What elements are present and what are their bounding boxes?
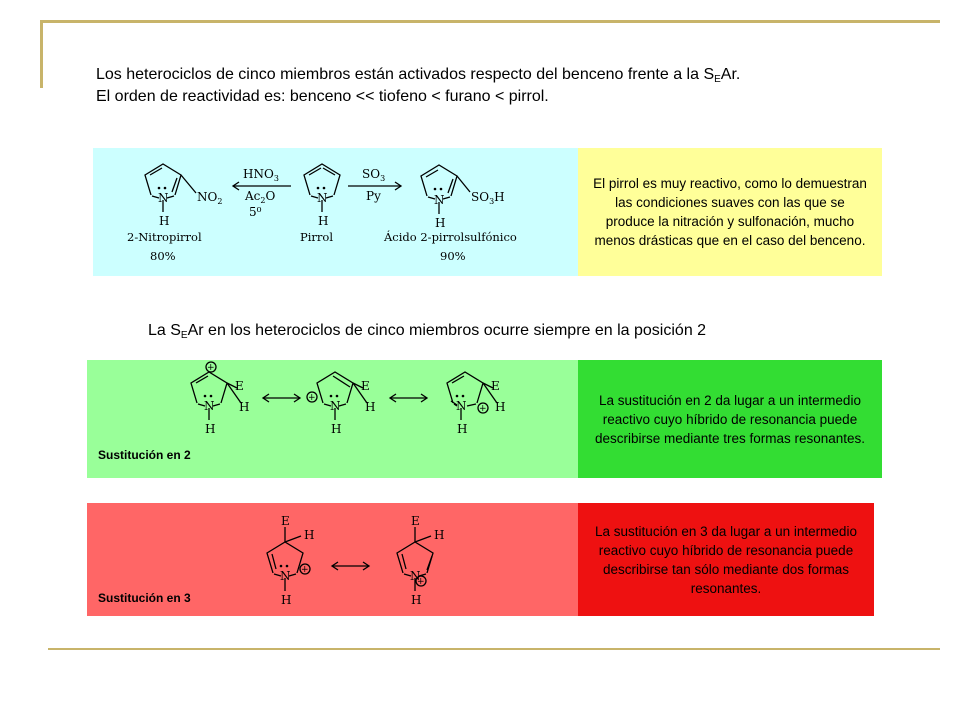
- formB-nh: H: [411, 593, 422, 607]
- nitro-text: NO: [197, 190, 218, 204]
- hno3-sub: 3: [273, 174, 279, 183]
- form3-e: E: [491, 379, 500, 393]
- so3h-sub: 3: [489, 197, 495, 206]
- form2-h: H: [365, 400, 376, 414]
- form3-h: H: [495, 400, 506, 414]
- formB-n: N: [410, 569, 421, 583]
- form3-n: N: [456, 399, 467, 413]
- form2-e: E: [361, 379, 370, 393]
- heading-sub: E: [180, 330, 188, 341]
- form3-nh: H: [457, 422, 468, 436]
- frame-bottom-rule: [48, 648, 940, 650]
- heading-text: La S: [148, 322, 181, 339]
- form1-e: E: [235, 379, 244, 393]
- intro-line-1-sub: E: [714, 74, 721, 85]
- ac2o-text: Ac: [245, 189, 261, 203]
- so3-sub: 3: [380, 174, 386, 183]
- nitro-sub: 2: [217, 197, 223, 206]
- intro-line-1-tail: Ar.: [720, 66, 741, 83]
- form1-nh: H: [205, 422, 216, 436]
- ac2o-sub: 2: [260, 196, 266, 205]
- nitration-temperature: 5⁰: [249, 205, 262, 219]
- intro-text: [96, 64, 916, 108]
- formA-nh: H: [281, 593, 292, 607]
- sulfonic-ring: [421, 165, 457, 196]
- formB-plus: +: [417, 577, 425, 587]
- ac2o-tail: O: [265, 189, 276, 203]
- nitro-group: [197, 190, 222, 206]
- intro-line-2: El orden de reactividad es: benceno << tiofeno < furano < pirrol.: [96, 88, 549, 105]
- form1-n: N: [204, 399, 215, 413]
- pyrrole-n: N: [317, 191, 328, 205]
- reactions-scheme: [93, 148, 578, 276]
- right-product-name: Ácido 2-pirrolsulfónico: [384, 230, 517, 244]
- reactions-note: El pirrol es muy reactivo, como lo demuestran las condiciones suaves con las que se produce la nitración y sulfonación, mucho menos drásticas que en el caso del benceno.: [578, 148, 882, 276]
- so3h-text: SO: [471, 190, 490, 204]
- left-product-name: 2-Nitropirrol: [127, 230, 202, 244]
- substitution-3-panel: [87, 503, 874, 616]
- frame-left-rule: [40, 20, 43, 88]
- hno3-text: HNO: [243, 167, 274, 181]
- reactions-panel: [93, 148, 882, 276]
- nitration-reagent-1: [243, 167, 279, 183]
- pyrrole-h: H: [318, 214, 329, 228]
- sulfonic-h: H: [435, 216, 446, 230]
- form2-n: N: [330, 399, 341, 413]
- intro-line-1: [96, 64, 916, 86]
- substitution-3-label: Sustitución en 3: [98, 591, 191, 605]
- form3-plus: +: [479, 404, 487, 414]
- sulfonation-reagent-2: Py: [366, 189, 381, 203]
- frame-top-rule: [40, 20, 940, 23]
- nitropyrrole-h: H: [159, 214, 170, 228]
- sulfonic-n: N: [434, 193, 445, 207]
- form1-plus: +: [207, 363, 215, 373]
- formB-e: E: [411, 514, 420, 528]
- form2-plus: +: [308, 393, 316, 403]
- section-heading: [148, 322, 706, 340]
- form2-nh: H: [331, 422, 342, 436]
- center-name: Pirrol: [300, 230, 334, 244]
- heading-tail: Ar en los heterociclos de cinco miembros ocurre siempre en la posición 2: [187, 322, 707, 339]
- substitution-3-scheme: [87, 503, 578, 616]
- nitropyrrole-n: N: [158, 191, 169, 205]
- left-product-yield: 80%: [150, 249, 176, 263]
- so3-text: SO: [362, 167, 381, 181]
- substitution-3-note: La sustitución en 3 da lugar a un intermedio reactivo cuyo híbrido de resonancia puede describirse tan sólo mediante dos formas resonantes.: [578, 503, 874, 616]
- intro-line-1-text: Los heterociclos de cinco miembros están activados respecto del benceno frente a la S: [96, 66, 715, 83]
- sulfonation-reagent-1: [362, 167, 385, 183]
- so3h-tail: H: [494, 190, 505, 204]
- formA-n: N: [280, 569, 291, 583]
- substitution-2-label: Sustitución en 2: [98, 448, 191, 462]
- reactions-svg: [93, 148, 578, 276]
- substitution-2-panel: [87, 360, 882, 478]
- form1-h: H: [239, 400, 250, 414]
- formB-h: H: [434, 528, 445, 542]
- substitution-2-scheme: [87, 360, 578, 478]
- right-product-yield: 90%: [440, 249, 466, 263]
- formA-e: E: [281, 514, 290, 528]
- formA-h: H: [304, 528, 315, 542]
- substitution-2-note: La sustitución en 2 da lugar a un intermedio reactivo cuyo híbrido de resonancia puede describirse mediante tres formas resonantes.: [578, 360, 882, 478]
- sulfonic-group: [471, 190, 505, 206]
- nitration-reagent-2: [244, 189, 275, 205]
- formA-plus: +: [301, 565, 309, 575]
